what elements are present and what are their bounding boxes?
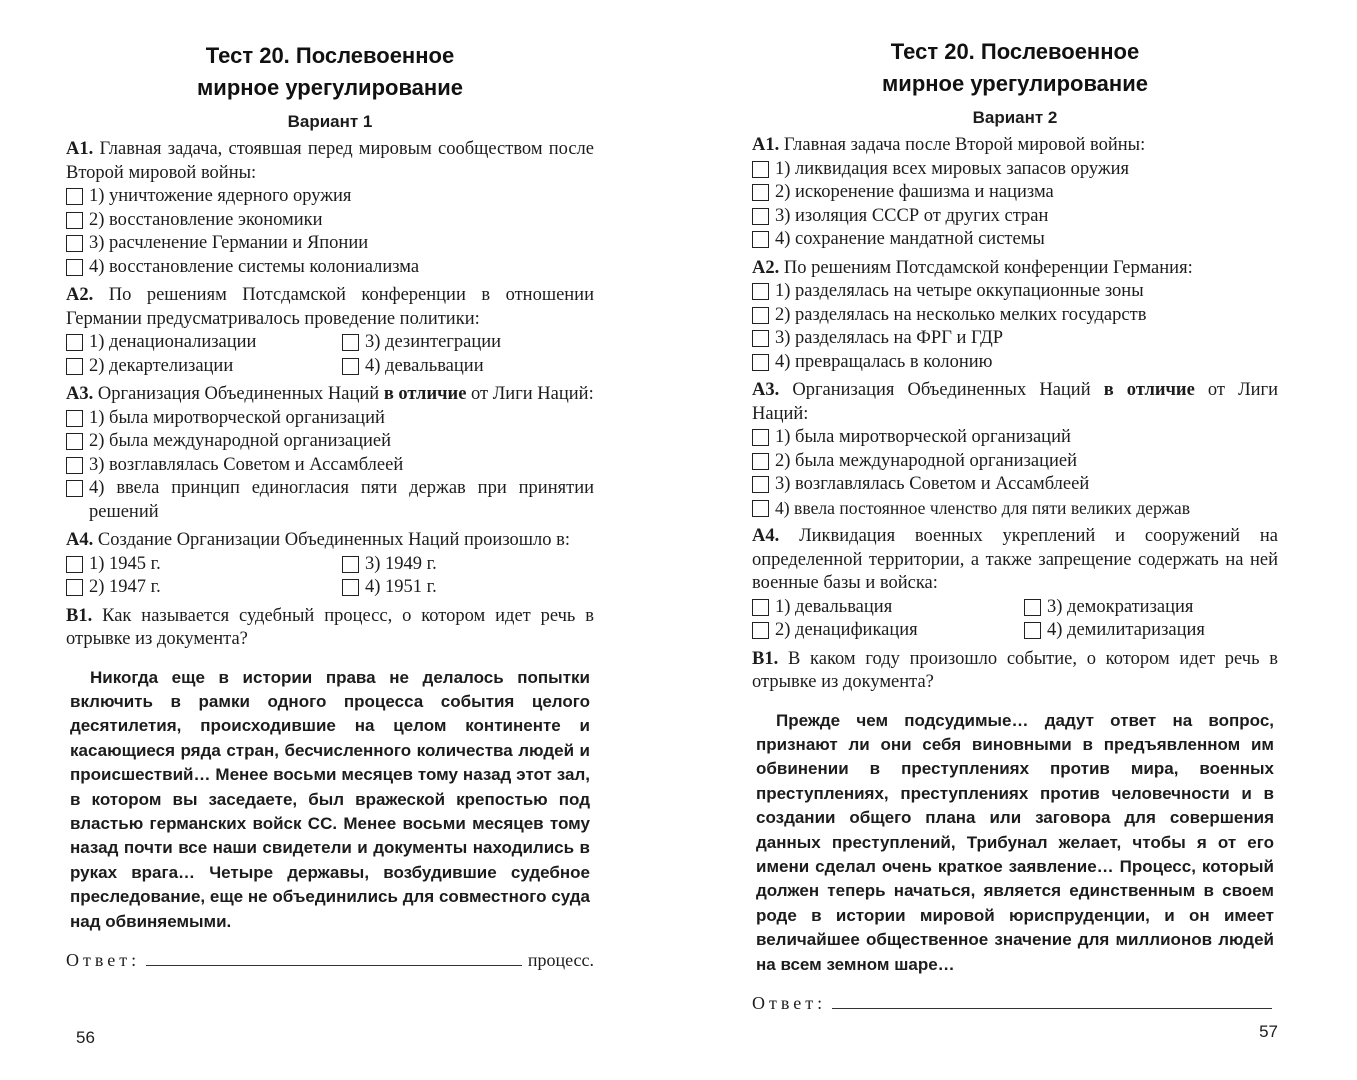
option-2	[66, 430, 594, 454]
answer-checkbox[interactable]	[752, 184, 769, 201]
option-label: 4) ввела принцип единогласия пяти держав при принятии решений	[89, 478, 594, 522]
question-id: А4.	[66, 530, 94, 550]
option-label: 4) демилитаризация	[1047, 620, 1205, 640]
option-label: 3) возглавлялась Советом и Ассамблеей	[89, 454, 404, 475]
option-4	[752, 351, 1278, 375]
question-stem	[66, 383, 594, 407]
title-line-2: мирное урегулирование	[882, 71, 1148, 96]
answer-checkbox[interactable]	[66, 556, 83, 573]
answer-checkbox[interactable]	[66, 334, 83, 351]
option-4	[66, 477, 594, 524]
option-2	[66, 576, 342, 600]
question-text: Как называется судебный процесс, о котором идет речь в отрывке из документа?	[66, 605, 594, 649]
option-3	[752, 205, 1278, 229]
answer-checkbox[interactable]	[1024, 599, 1041, 616]
question-text: Главная задача, стоявшая перед мировым сообществом после Второй мировой войны:	[66, 139, 594, 183]
option-label: 3) демократизация	[1047, 596, 1194, 617]
question-text-end: от Лиги Наций:	[466, 384, 594, 404]
question-a2	[66, 284, 594, 378]
answer-checkbox[interactable]	[342, 556, 359, 573]
option-4	[1024, 619, 1278, 643]
emphasis-text: в отличие	[383, 384, 467, 404]
answer-suffix: процесс.	[527, 949, 594, 970]
option-label: 2) искоренение фашизма и нацизма	[775, 182, 1054, 202]
option-3	[1024, 596, 1278, 620]
question-text: В каком году произошло событие, о котором идет речь в отрывке из документа?	[752, 648, 1278, 692]
answer-checkbox[interactable]	[752, 599, 769, 616]
answer-checkbox[interactable]	[752, 622, 769, 639]
question-a3	[66, 383, 594, 524]
answer-label: Ответ:	[66, 949, 141, 970]
option-label: 2) декартелизации	[89, 355, 234, 376]
question-stem	[66, 529, 594, 553]
option-label: 1) денационализации	[89, 332, 257, 352]
option-label: 3) 1949 г.	[365, 553, 437, 574]
option-4	[752, 228, 1278, 252]
option-1	[66, 553, 342, 577]
question-id: А4.	[752, 526, 780, 546]
question-stem	[752, 648, 1278, 695]
question-stem	[752, 134, 1278, 158]
option-3	[342, 553, 594, 577]
answer-checkbox[interactable]	[752, 161, 769, 178]
question-text: Главная задача после Второй мировой войны:	[779, 135, 1146, 155]
emphasis-text: в отличие	[1103, 380, 1195, 400]
option-label: 4) девальвации	[365, 355, 484, 376]
option-label: 4) ввела постоянное членство для пяти великих держав	[775, 497, 1191, 518]
answer-checkbox[interactable]	[752, 476, 769, 493]
option-label: 3) дезинтеграции	[365, 332, 502, 352]
answer-checkbox[interactable]	[66, 188, 83, 205]
question-id: В1.	[752, 648, 779, 669]
answer-checkbox[interactable]	[66, 480, 83, 497]
answer-label: Ответ:	[752, 992, 827, 1013]
option-3	[752, 473, 1278, 497]
answer-checkbox[interactable]	[342, 334, 359, 351]
question-a1	[66, 138, 594, 279]
option-3	[66, 232, 594, 256]
answer-row	[66, 950, 594, 971]
page-number: 57	[1259, 1022, 1278, 1041]
question-id: А3.	[66, 384, 94, 404]
question-stem	[752, 525, 1278, 596]
answer-field[interactable]	[832, 994, 1272, 1009]
option-3	[342, 331, 594, 355]
option-label: 4) превращалась в колонию	[775, 351, 993, 372]
answer-row	[752, 993, 1278, 1014]
question-a1	[752, 134, 1278, 252]
answer-checkbox[interactable]	[342, 579, 359, 596]
option-label: 2) восстановление экономики	[89, 209, 323, 230]
option-label: 2) денацификация	[775, 620, 918, 640]
page-title	[752, 36, 1278, 100]
option-label: 1) была миротворческой организаций	[775, 427, 1071, 447]
option-2	[752, 181, 1278, 205]
option-label: 1) 1945 г.	[89, 553, 161, 574]
answer-checkbox[interactable]	[752, 354, 769, 371]
options-grid	[66, 553, 594, 600]
option-1	[66, 331, 342, 355]
answer-checkbox[interactable]	[66, 410, 83, 427]
answer-field[interactable]	[146, 951, 522, 966]
answer-checkbox[interactable]	[342, 358, 359, 375]
answer-checkbox[interactable]	[66, 358, 83, 375]
option-label: 3) изоляция СССР от других стран	[775, 205, 1049, 226]
answer-checkbox[interactable]	[752, 330, 769, 347]
question-a4	[66, 529, 594, 600]
answer-checkbox[interactable]	[66, 259, 83, 276]
title-line-1: Тест 20. Послевоенное	[890, 39, 1140, 64]
variant-heading: Вариант 1	[287, 112, 373, 131]
option-1	[752, 426, 1278, 450]
option-3	[752, 327, 1278, 351]
answer-checkbox[interactable]	[752, 307, 769, 324]
right-page	[752, 0, 1278, 1080]
answer-checkbox[interactable]	[66, 457, 83, 474]
question-text: Ликвидация военных укреплений и сооружений на определенной территории, а также запрещение содержать на ней военные базы и войска:	[752, 526, 1278, 593]
option-label: 2) 1947 г.	[89, 577, 161, 597]
answer-checkbox[interactable]	[66, 433, 83, 450]
option-2	[752, 450, 1278, 474]
option-label: 1) уничтожение ядерного оружия	[89, 186, 352, 206]
question-text: По решениям Потсдамской конференции Германия:	[779, 257, 1193, 278]
option-label: 3) расчленение Германии и Японии	[89, 233, 369, 253]
answer-checkbox[interactable]	[752, 283, 769, 300]
question-b1	[752, 648, 1278, 695]
option-1	[752, 158, 1278, 182]
document-excerpt: Прежде чем подсудимые… дадут ответ на вопрос, признают ли они себя виновными в предъявленном им обвинении в преступлениях против мира, военных преступлениях, преступлениях против человечности и в создании общего плана или заговора для совершения данных преступлений, Трибунал желает, чтобы я от его имени сделал очень краткое заявление… Процесс, который должен теперь начаться, является единственным в своем роде в истории мировой юриспруденции, и он имеет величайшее общественное значение для миллионов людей на всем земном шаре…	[756, 710, 1274, 974]
variant-heading: Вариант 2	[972, 108, 1058, 127]
question-stem	[66, 605, 594, 652]
option-4	[66, 256, 594, 280]
question-stem	[752, 257, 1278, 281]
option-1	[752, 280, 1278, 304]
option-4	[342, 355, 594, 379]
options-grid	[66, 331, 594, 378]
option-3	[66, 454, 594, 478]
answer-checkbox[interactable]	[752, 231, 769, 248]
left-page	[66, 0, 594, 1080]
question-id: А3.	[752, 380, 780, 400]
question-text: Организация Объединенных Наций	[779, 380, 1104, 400]
option-label: 4) сохранение мандатной системы	[775, 229, 1045, 249]
question-stem	[752, 379, 1278, 426]
question-id: В1.	[66, 605, 93, 626]
question-a4	[752, 525, 1278, 643]
option-label: 1) разделялась на четыре оккупационные зоны	[775, 281, 1144, 301]
question-a2	[752, 257, 1278, 375]
answer-checkbox[interactable]	[752, 429, 769, 446]
question-stem	[66, 284, 594, 331]
option-label: 4) 1951 г.	[365, 577, 437, 597]
option-label: 3) возглавлялась Советом и Ассамблеей	[775, 474, 1090, 494]
answer-checkbox[interactable]	[752, 500, 769, 517]
answer-checkbox[interactable]	[66, 579, 83, 596]
answer-checkbox[interactable]	[66, 235, 83, 252]
option-label: 4) восстановление системы колониализма	[89, 256, 420, 277]
option-label: 3) разделялась на ФРГ и ГДР	[775, 328, 1004, 348]
question-text: Создание Организации Объединенных Наций произошло в:	[93, 530, 571, 550]
title-line-2: мирное урегулирование	[197, 75, 463, 100]
document-excerpt: Никогда еще в истории права не делалось попытки включить в рамки одного процесса события целого десятилетия, происходившие на целом континенте и касающиеся ряда стран, бесчисленного количества людей и происшествий… Менее восьми месяцев тому назад этот зал, в котором вы заседаете, был вражеской крепостью под властью германских войск СС. Менее восьми месяцев тому назад почти все наши свидетели и документы находились в руках врага… Четыре державы, возбудившие судебное преследование, еще не объединились для совместного суда над обвиняемыми.	[70, 667, 590, 931]
option-2	[752, 619, 1024, 643]
page-title	[66, 40, 594, 104]
option-label: 1) была миротворческой организаций	[89, 407, 385, 428]
option-4	[752, 497, 1278, 521]
option-2	[752, 304, 1278, 328]
question-text: Организация Объединенных Наций	[93, 384, 384, 404]
option-2	[66, 355, 342, 379]
option-label: 2) была международной организацией	[775, 450, 1078, 471]
question-stem	[66, 138, 594, 185]
option-1	[66, 185, 594, 209]
title-line-1: Тест 20. Послевоенное	[205, 43, 455, 68]
question-id: А1.	[66, 139, 94, 159]
option-label: 2) разделялась на несколько мелких государств	[775, 304, 1147, 325]
question-id: А2.	[752, 257, 780, 278]
question-id: А1.	[752, 135, 780, 155]
option-1	[66, 407, 594, 431]
question-id: А2.	[66, 285, 94, 305]
option-4	[342, 576, 594, 600]
option-2	[66, 209, 594, 233]
answer-checkbox[interactable]	[752, 208, 769, 225]
answer-checkbox[interactable]	[1024, 622, 1041, 639]
option-label: 1) девальвация	[775, 596, 893, 617]
option-label: 2) была международной организацией	[89, 431, 392, 451]
page-number: 56	[76, 1028, 95, 1047]
answer-checkbox[interactable]	[752, 453, 769, 470]
options-grid	[752, 596, 1278, 643]
question-text-end: от Лиги Наций:	[752, 380, 1279, 424]
option-1	[752, 596, 1024, 620]
answer-checkbox[interactable]	[66, 212, 83, 229]
question-text: По решениям Потсдамской конференции в отношении Германии предусматривалось проведение политики:	[66, 285, 594, 329]
question-a3	[752, 379, 1278, 520]
question-b1	[66, 605, 594, 652]
option-label: 1) ликвидация всех мировых запасов оружия	[775, 158, 1130, 179]
